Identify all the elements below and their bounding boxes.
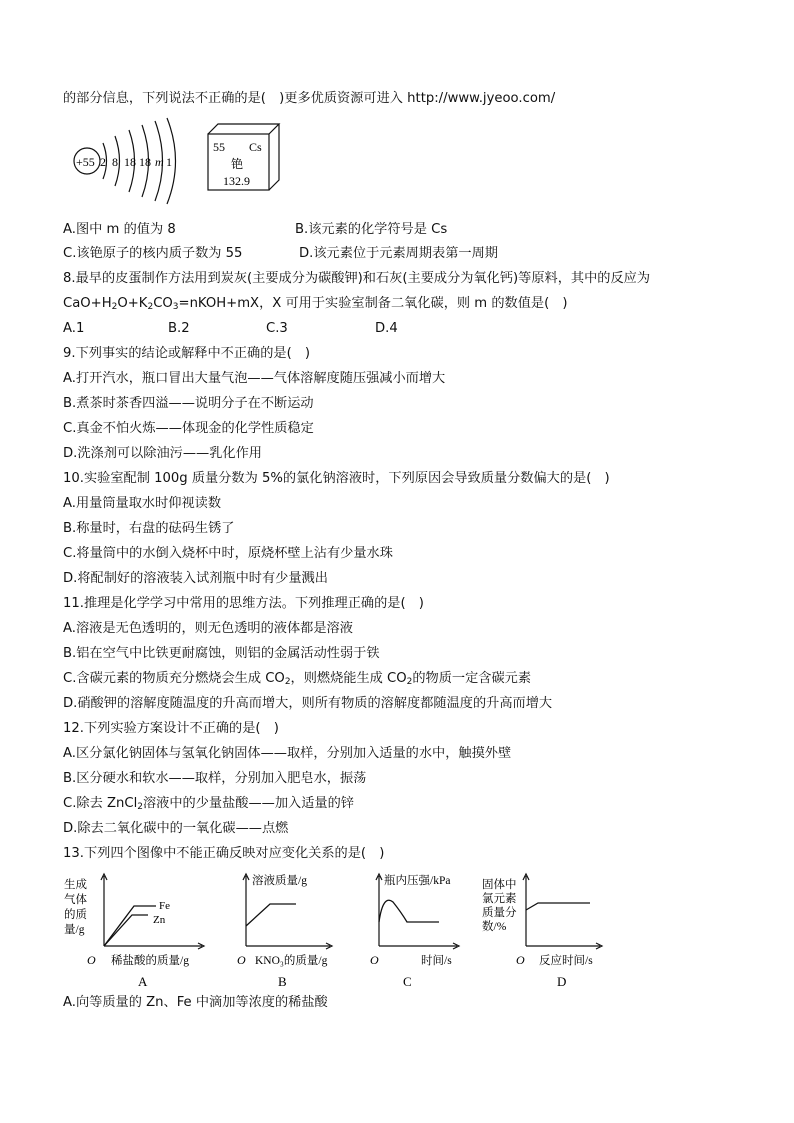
graph-c — [367, 872, 467, 992]
graph-d-ylabel-2: 氯元素 — [482, 893, 517, 905]
q11-option-c: C.含碳元素的物质充分燃烧会生成 $CO_2$，则燃烧能生成 $CO_2$的物质一定含碳元素 — [63, 671, 532, 687]
q8-stem-line-2: $CaO+H_2O+K_2CO_3=nKOH+mX$，X 可用于实验室制备二氧化碳，则 m 的数值是( ) — [63, 296, 568, 312]
q8-option-b: B.2 — [168, 321, 190, 336]
q10-option-c: C.将量筒中的水倒入烧杯中时，原烧杯壁上沾有少量水珠 — [63, 546, 393, 561]
graph-b-line — [246, 904, 296, 926]
graph-a-zn-line — [104, 915, 148, 946]
graph-a-ylabel-2: 气体 — [64, 894, 87, 906]
graph-b-ylabel: 溶液质量/g — [252, 875, 307, 887]
graph-a-fe-line — [104, 906, 156, 946]
shell-count-1: 2 — [100, 155, 106, 169]
graph-d-ylabel-3: 质量分 — [482, 907, 517, 919]
q10-option-a: A.用量筒量取水时仰视读数 — [63, 496, 222, 511]
element-atomic-mass: 132.9 — [223, 174, 250, 188]
q9-option-a: A.打开汽水，瓶口冒出大量气泡——气体溶解度随压强减小而增大 — [63, 371, 446, 386]
graph-a-ylabel-3: 的质 — [64, 909, 87, 921]
q11-stem: 11.推理是化学学习中常用的思维方法。下列推理正确的是( ) — [63, 596, 424, 611]
element-name: 铯 — [231, 157, 244, 171]
graph-a-zn-label: Zn — [153, 914, 166, 926]
q12-option-b: B.区分硬水和软水——取样，分别加入肥皂水，振荡 — [63, 771, 367, 786]
q12-stem: 12.下列实验方案设计不正确的是( ) — [63, 721, 279, 736]
q12-option-a: A.区分氯化钠固体与氢氧化钠固体——取样，分别加入适量的水中，触摸外壁 — [63, 746, 512, 761]
q10-stem: 10.实验室配制 100g 质量分数为 5%的氯化钠溶液时，下列原因会导致质量分数偏大的是( ) — [63, 471, 610, 486]
graph-d-origin: O — [516, 953, 525, 967]
q8-option-c: C.3 — [266, 321, 288, 336]
q7-option-a: A.图中 m 的值为 8 — [63, 222, 176, 237]
q9-option-c: C.真金不怕火炼——体现金的化学性质稳定 — [63, 421, 314, 436]
q9-option-d: D.洗涤剂可以除油污——乳化作用 — [63, 446, 262, 461]
intro-line: 的部分信息，下列说法不正确的是( )更多优质资源可进入 http://www.jyeoo.com/ — [63, 91, 556, 106]
graph-b-caption: B — [278, 974, 287, 989]
element-atomic-number: 55 — [213, 140, 225, 154]
q11-option-a: A.溶液是无色透明的，则无色透明的液体都是溶液 — [63, 621, 353, 636]
graph-a-caption: A — [138, 974, 148, 989]
q7-option-d: D.该元素位于元素周期表第一周期 — [299, 246, 498, 261]
graph-d — [478, 870, 608, 990]
shell-count-6: 1 — [166, 155, 172, 169]
q7-option-b: B.该元素的化学符号是 Cs — [295, 222, 448, 237]
graph-d-xlabel: 反应时间/s — [539, 955, 593, 967]
q11-option-d: D.硝酸钾的溶解度随温度的升高而增大，则所有物质的溶解度都随温度的升高而增大 — [63, 696, 553, 711]
shell-count-5: m — [155, 155, 164, 169]
graph-b — [232, 872, 342, 992]
q10-option-d: D.将配制好的溶液装入试剂瓶中时有少量溅出 — [63, 571, 328, 586]
q9-option-b: B.煮茶时茶香四溢——说明分子在不断运动 — [63, 396, 314, 411]
graph-a-origin: O — [87, 953, 96, 967]
shell-count-4: 18 — [139, 155, 151, 169]
q13-stem: 13.下列四个图像中不能正确反映对应变化关系的是( ) — [63, 846, 385, 861]
q9-stem: 9.下列事实的结论或解释中不正确的是( ) — [63, 346, 311, 361]
graph-b-xlabel: KNO₃的质量/g — [255, 955, 328, 967]
q7-option-c: C.该铯原子的核内质子数为 55 — [63, 246, 243, 261]
q10-option-b: B.称量时，右盘的砝码生锈了 — [63, 521, 235, 536]
graph-a — [62, 872, 212, 992]
q12-option-d: D.除去二氧化碳中的一氧化碳——点燃 — [63, 821, 289, 836]
q8-stem-line-1: 8.最早的皮蛋制作方法用到炭灰(主要成分为碳酸钾)和石灰(主要成分为氧化钙)等原料，其中的反应为 — [63, 271, 651, 286]
nucleus-charge: +55 — [76, 155, 95, 169]
shell-count-2: 8 — [112, 155, 118, 169]
graph-a-fe-label: Fe — [159, 900, 170, 912]
graph-c-caption: C — [403, 974, 412, 989]
graph-a-ylabel-4: 量/g — [64, 924, 85, 936]
element-symbol: Cs — [249, 140, 262, 154]
graph-c-xlabel: 时间/s — [421, 955, 452, 967]
shell-count-3: 18 — [124, 155, 136, 169]
graph-a-xlabel: 稀盐酸的质量/g — [111, 955, 189, 967]
graph-c-ylabel: 瓶内压强/kPa — [384, 875, 451, 887]
q12-option-c: C.除去 ZnCl$_2$溶液中的少量盐酸——加入适量的锌 — [63, 796, 354, 812]
graph-d-caption: D — [557, 974, 567, 989]
atom-structure-figure — [63, 116, 303, 206]
graph-c-curve — [379, 900, 439, 922]
graph-a-ylabel-1: 生成 — [64, 879, 87, 891]
q8-option-a: A.1 — [63, 321, 85, 336]
q11-option-b: B.铝在空气中比铁更耐腐蚀，则铝的金属活动性弱于铁 — [63, 646, 380, 661]
graph-b-origin: O — [237, 953, 246, 967]
graph-c-origin: O — [370, 953, 379, 967]
graph-d-ylabel-1: 固体中 — [482, 879, 517, 891]
graph-d-line — [526, 903, 590, 910]
q8-option-d: D.4 — [375, 321, 398, 336]
graph-d-ylabel-4: 数/% — [482, 921, 507, 933]
q13-option-a: A.向等质量的 Zn、Fe 中滴加等浓度的稀盐酸 — [63, 995, 328, 1010]
